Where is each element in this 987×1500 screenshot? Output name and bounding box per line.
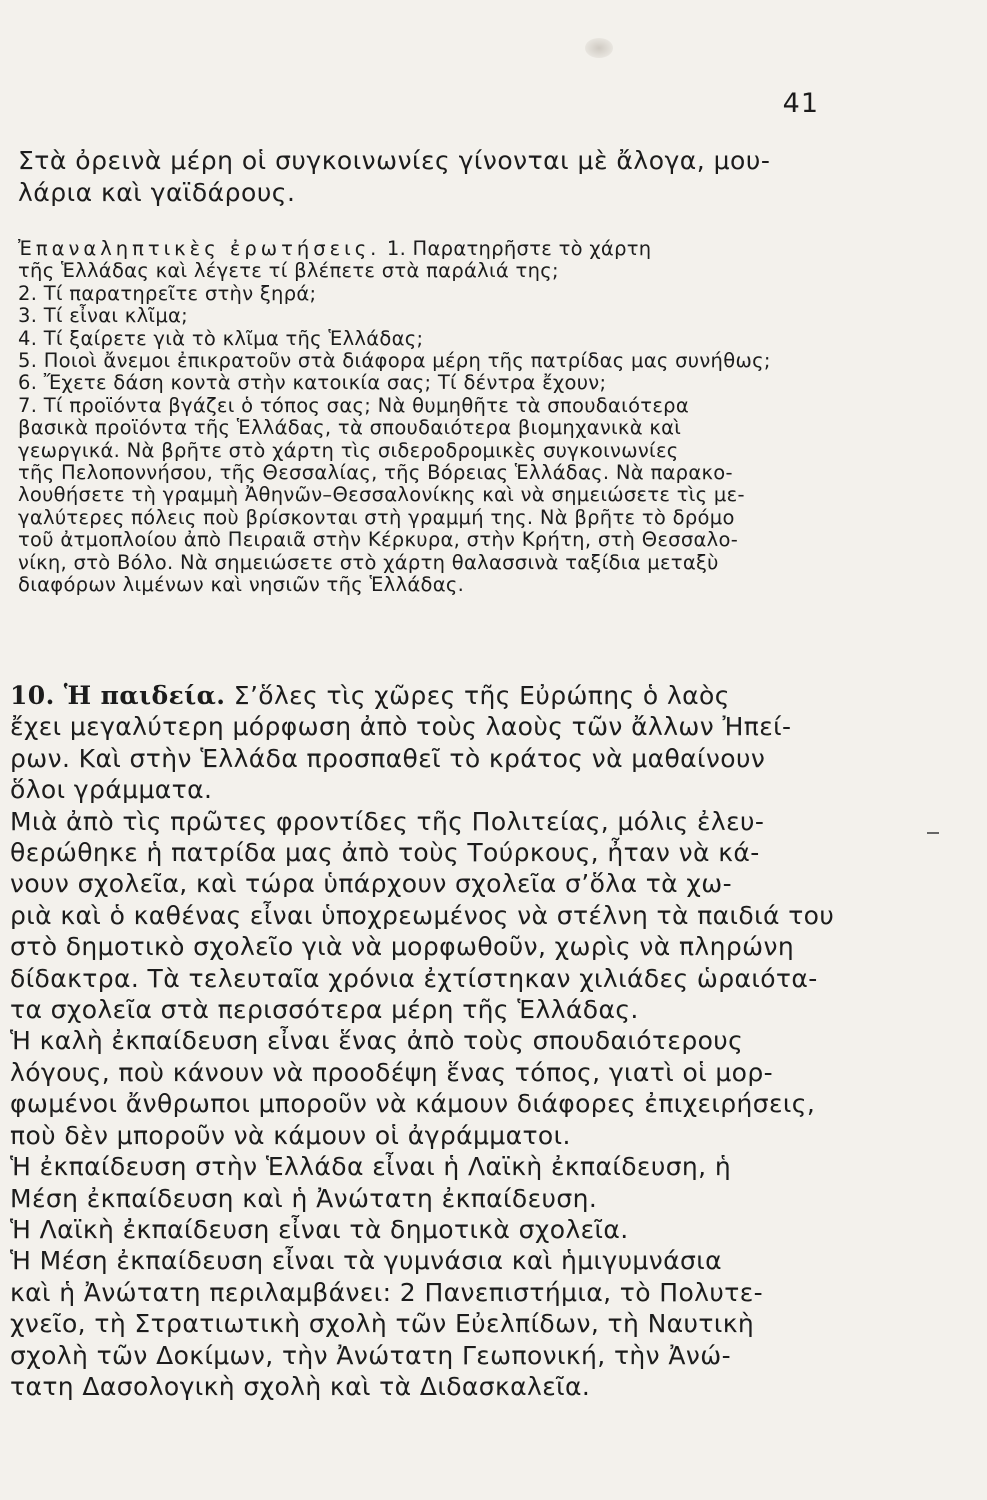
text-line: Ἡ ἐκπαίδευση στὴν Ἑλλάδα εἶναι ἡ Λαϊκὴ ἐκπαίδευση, ἡ — [10, 1152, 732, 1182]
text-line — [10, 680, 850, 711]
text-line: 3. Τί εἶναι κλῖμα; — [18, 304, 189, 328]
text-line: καὶ ἡ Ἀνώτατη περιλαμβάνει: 2 Πανεπιστήμια, τὸ Πολυτε- — [10, 1277, 764, 1307]
margin-mark — [927, 832, 939, 834]
text-line: λάρια καὶ γαϊδάρους. — [18, 178, 296, 207]
text-line: τατη Δασολογικὴ σχολὴ καὶ τὰ Διδασκαλεῖα. — [10, 1371, 591, 1401]
text-line: λουθήσετε τὴ γραμμὴ Ἀθηνῶν–Θεσσαλονίκης καὶ νὰ σημειώσετε τὶς με- — [18, 483, 745, 507]
text-line: τῆς Ἑλλάδας καὶ λέγετε τί βλέπετε στὰ παράλιά της; — [18, 259, 559, 283]
text-line — [18, 238, 858, 260]
text-line: γεωργικά. Νὰ βρῆτε στὸ χάρτη τὶς σιδεροδρομικὲς συγκοινωνίες — [18, 438, 679, 462]
text-line: βασικὰ προϊόντα τῆς Ἑλλάδας, τὰ σπουδαιότερα βιομηχανικὰ καὶ — [18, 416, 682, 440]
text-line: τοῦ ἀτμοπλοίου ἀπὸ Πειραιᾶ στὴν Κέρκυρα, στὴν Κρήτη, στὴ Θεσσαλο- — [18, 528, 739, 552]
text-line: 5. Ποιοὶ ἄνεμοι ἐπικρατοῦν στὰ διάφορα μέρη τῆς πατρίδας μας συνήθως; — [18, 349, 771, 373]
text-line: Στὰ ὀρεινὰ μέρη οἱ συγκοινωνίες γίνονται μὲ ἄλογα, μου- — [18, 146, 771, 175]
section-education — [10, 680, 850, 1402]
text-line: τα σχολεῖα στὰ περισσότερα μέρη τῆς Ἑλλάδας. — [10, 995, 639, 1025]
text-line: 2. Τί παρατηρεῖτε στὴν ξηρά; — [18, 281, 317, 305]
section-heading: 10. Ἡ παιδεία. — [10, 681, 226, 710]
text-line: διαφόρων λιμένων καὶ νησιῶν τῆς Ἑλλάδας. — [18, 573, 465, 597]
text-line: ποὺ δὲν μποροῦν νὰ κάμουν οἱ ἀγράμματοι. — [10, 1120, 571, 1150]
text-line: νουν σχολεῖα, καὶ τώρα ὑπάρχουν σχολεῖα σ’ὅλα τὰ χω- — [10, 869, 732, 899]
text-line: στὸ δημοτικὸ σχολεῖο γιὰ νὰ μορφωθοῦν, χωρὶς νὰ πληρώνη — [10, 932, 795, 962]
text-fragment: Σ’ὅλες τὶς χῶρες τῆς Εὐρώπης ὁ λαὸς — [225, 681, 730, 710]
text-line: τῆς Πελοποννήσου, τῆς Θεσσαλίας, τῆς Βόρειας Ἑλλάδας. Νὰ παρακο- — [18, 461, 733, 485]
text-line: ὅλοι γράμματα. — [10, 775, 213, 805]
review-questions — [18, 238, 858, 597]
text-line: θερώθηκε ἡ πατρίδα μας ἀπὸ τοὺς Τούρκους, ἦταν νὰ κά- — [10, 838, 760, 868]
text-line: Μέση ἐκπαίδευση καὶ ἡ Ἀνώτατη ἐκπαίδευση. — [10, 1183, 598, 1213]
text-line: 7. Τί προϊόντα βγάζει ὁ τόπος σας; Νὰ θυμηθῆτε τὰ σπουδαιότερα — [18, 393, 690, 417]
text-fragment: 1. Παρατηρῆστε τὸ χάρτη — [380, 237, 652, 260]
text-line: ρων. Καὶ στὴν Ἑλλάδα προσπαθεῖ τὸ κράτος νὰ μαθαίνουν — [10, 743, 766, 773]
text-line: 4. Τί ξαίρετε γιὰ τὸ κλῖμα τῆς Ἑλλάδας; — [18, 326, 424, 350]
text-line: 6. Ἔχετε δάση κοντὰ στὴν κατοικία σας; Τί δέντρα ἔχουν; — [18, 371, 607, 395]
text-line: χνεῖο, τὴ Στρατιωτικὴ σχολὴ τῶν Εὐελπίδων, τὴ Ναυτικὴ — [10, 1309, 755, 1339]
text-line: Ἡ Λαϊκὴ ἐκπαίδευση εἶναι τὰ δημοτικὰ σχολεῖα. — [10, 1214, 629, 1244]
text-line: Ἡ καλὴ ἐκπαίδευση εἶναι ἕνας ἀπὸ τοὺς σπουδαιότερους — [10, 1026, 744, 1056]
text-line: ἔχει μεγαλύτερη μόρφωση ἀπὸ τοὺς λαοὺς τῶν ἄλλων Ἠπεί- — [10, 712, 792, 742]
text-line: δίδακτρα. Τὰ τελευταῖα χρόνια ἐχτίστηκαν χιλιάδες ὡραιότα- — [10, 963, 818, 993]
intro-paragraph — [18, 145, 848, 209]
review-heading: Ἐπαναληπτικὲς ἐρωτήσεις. — [18, 237, 381, 260]
ink-stain — [585, 38, 613, 58]
page-number: 41 — [782, 88, 819, 119]
text-line: Ἡ Μέση ἐκπαίδευση εἶναι τὰ γυμνάσια καὶ ἡμιγυμνάσια — [10, 1246, 722, 1276]
text-line: γαλύτερες πόλεις ποὺ βρίσκονται στὴ γραμμή της. Νὰ βρῆτε τὸ δρόμο — [18, 505, 735, 529]
text-line: φωμένοι ἄνθρωποι μποροῦν νὰ κάμουν διάφορες ἐπιχειρήσεις, — [10, 1089, 816, 1119]
text-line: σχολὴ τῶν Δοκίμων, τὴν Ἀνώτατη Γεωπονική, τὴν Ἀνώ- — [10, 1340, 731, 1370]
text-line: νίκη, στὸ Βόλο. Νὰ σημειώσετε στὸ χάρτη θαλασσινὰ ταξίδια μεταξὺ — [18, 550, 719, 574]
text-line: Μιὰ ἀπὸ τὶς πρῶτες φροντίδες τῆς Πολιτείας, μόλις ἐλευ- — [10, 806, 765, 836]
text-line: ριὰ καὶ ὁ καθένας εἶναι ὑποχρεωμένος νὰ στέλνη τὰ παιδιά του — [10, 900, 835, 930]
text-line: λόγους, ποὺ κάνουν νὰ προοδέψη ἕνας τόπος, γιατὶ οἱ μορ- — [10, 1057, 774, 1087]
